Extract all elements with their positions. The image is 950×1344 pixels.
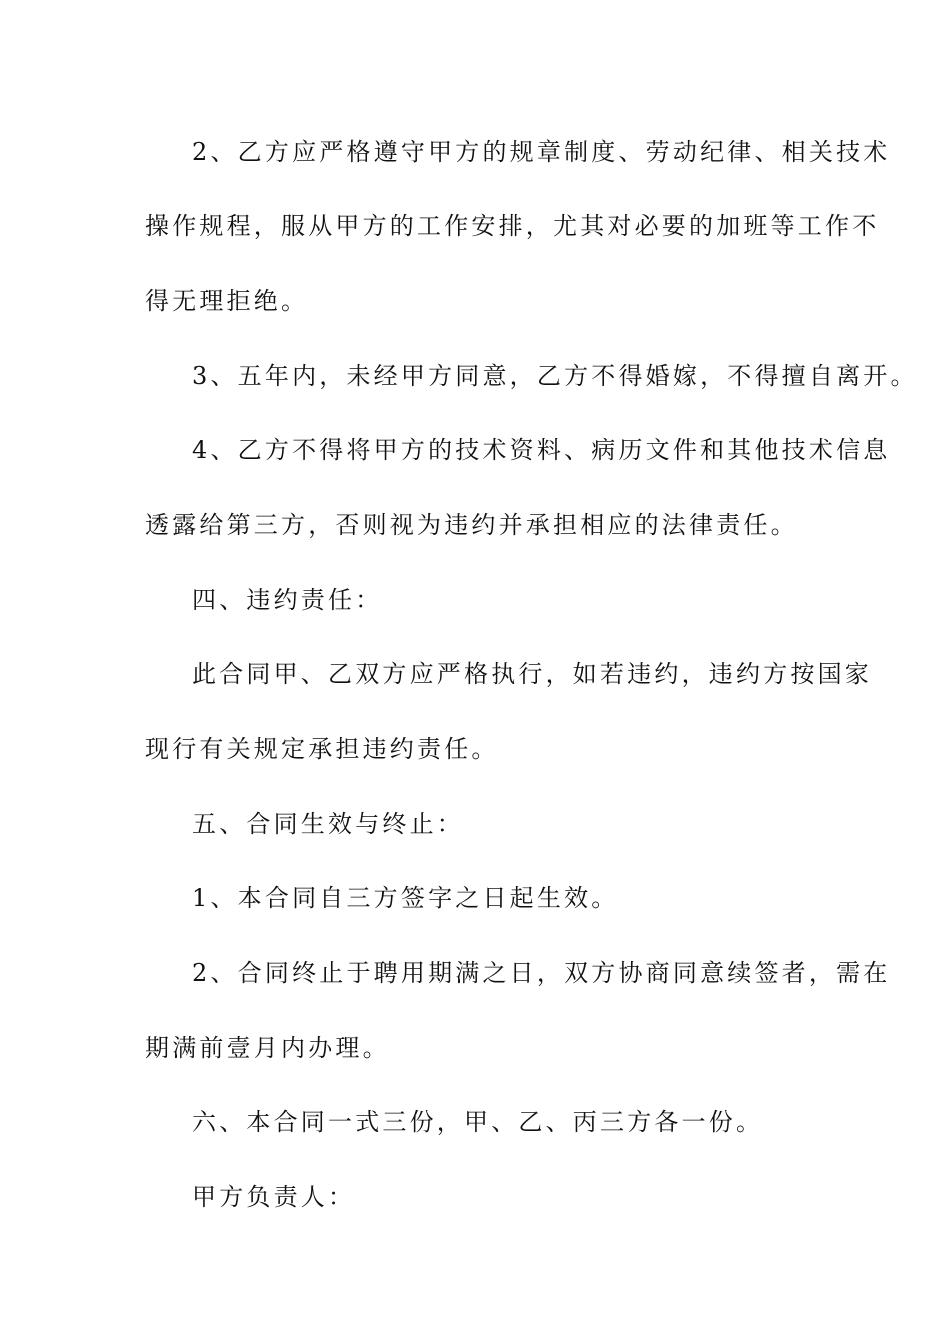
section-5-heading: 五、合同生效与终止： (192, 810, 464, 838)
section-5-clause-2-line-1: 2、合同终止于聘用期满之日，双方协商同意续签者，需在 (192, 959, 891, 987)
clause-3-line-1: 3、五年内，未经甲方同意，乙方不得婚嫁，不得擅自离开。 (192, 362, 918, 390)
clause-4-line-1: 4、乙方不得将甲方的技术资料、病历文件和其他技术信息 (192, 436, 891, 464)
clause-2-line-3: 得无理拒绝。 (145, 287, 309, 315)
section-6-line: 六、本合同一式三份，甲、乙、丙三方各一份。 (192, 1108, 764, 1136)
clause-4-line-2: 透露给第三方，否则视为违约并承担相应的法律责任。 (145, 511, 798, 539)
section-4-para-line-2: 现行有关规定承担违约责任。 (145, 735, 499, 763)
clause-2-line-2: 操作规程，服从甲方的工作安排，尤其对必要的加班等工作不 (145, 212, 880, 240)
clause-2-line-1: 2、乙方应严格遵守甲方的规章制度、劳动纪律、相关技术 (192, 138, 891, 166)
party-a-signature-label: 甲方负责人： (192, 1183, 356, 1211)
section-5-clause-2-line-2: 期满前壹月内办理。 (145, 1034, 390, 1062)
section-4-heading: 四、违约责任： (192, 586, 383, 614)
section-5-clause-1: 1、本合同自三方签字之日起生效。 (192, 884, 619, 912)
section-4-para-line-1: 此合同甲、乙双方应严格执行，如若违约，违约方按国家 (192, 660, 872, 688)
